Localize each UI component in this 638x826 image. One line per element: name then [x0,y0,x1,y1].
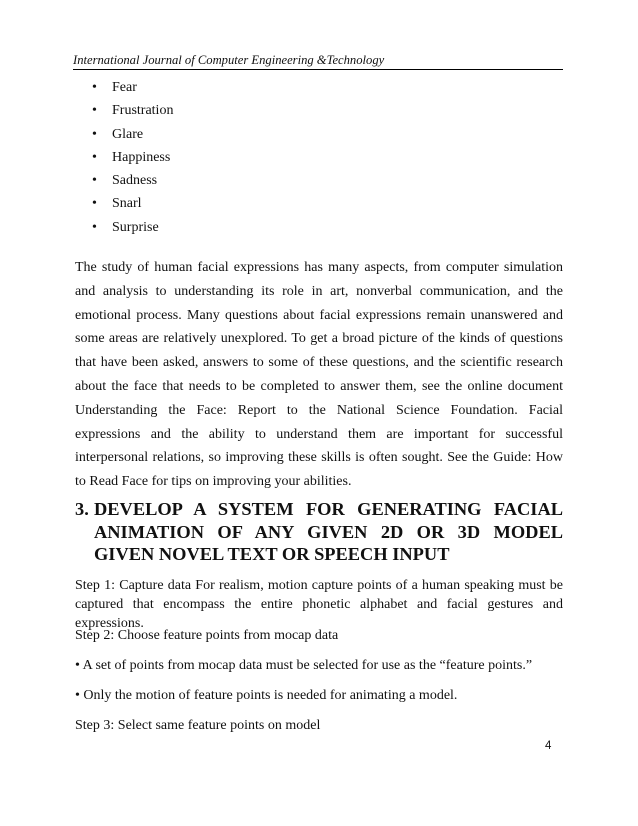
list-item: • Sadness [92,172,173,195]
section-heading [75,498,563,566]
step-3-text: Step 3: Select same feature points on model [75,718,321,733]
list-item: • Happiness [92,149,173,172]
feature-motion-bullet: • Only the motion of feature points is needed for animating a model. [75,688,458,703]
emotion-list [92,79,173,242]
body-paragraph: The study of human facial expressions has many aspects, from computer simulation and analysis to understanding its role in art, nonverbal communication, and the emotional process. Many questions about facial expressions remain unanswered and some areas are relatively unexplored. To get a broad picture of the kinds of questions that have been asked, answers to some of these questions, and the scientific research about the face that needs to be completed to answer them, see the online document Understanding the Face: Report to the National Science Foundation. Facial expressions and the ability to understand them are important for successful interpersonal relations, so improving these skills is often sought. See the Guide: How to Read Face for tips on improving your abilities. [75,260,563,490]
page-number: 4 [545,740,552,752]
feature-points-bullet: • A set of points from mocap data must be selected for use as the “feature points.” [75,658,533,673]
list-item: • Snarl [92,195,173,218]
section-number: 3. [75,499,89,519]
step-1-text: Step 1: Capture data For realism, motion capture points of a human speaking must be captured that encompass the entire phonetic alphabet and facial gestures and expressions. [75,578,563,631]
step-2-text: Step 2: Choose feature points from mocap data [75,628,339,643]
list-item: • Surprise [92,219,173,242]
list-item: • Frustration [92,102,173,125]
list-item: • Glare [92,126,173,149]
list-item: • Fear [92,79,173,102]
journal-header: International Journal of Computer Engineering &Technology [73,53,563,70]
section-title: DEVELOP A SYSTEM FOR GENERATING FACIAL ANIMATION OF ANY GIVEN 2D OR 3D MODEL GIVEN NOVEL TEXT OR SPEECH INPUT [94,499,563,564]
